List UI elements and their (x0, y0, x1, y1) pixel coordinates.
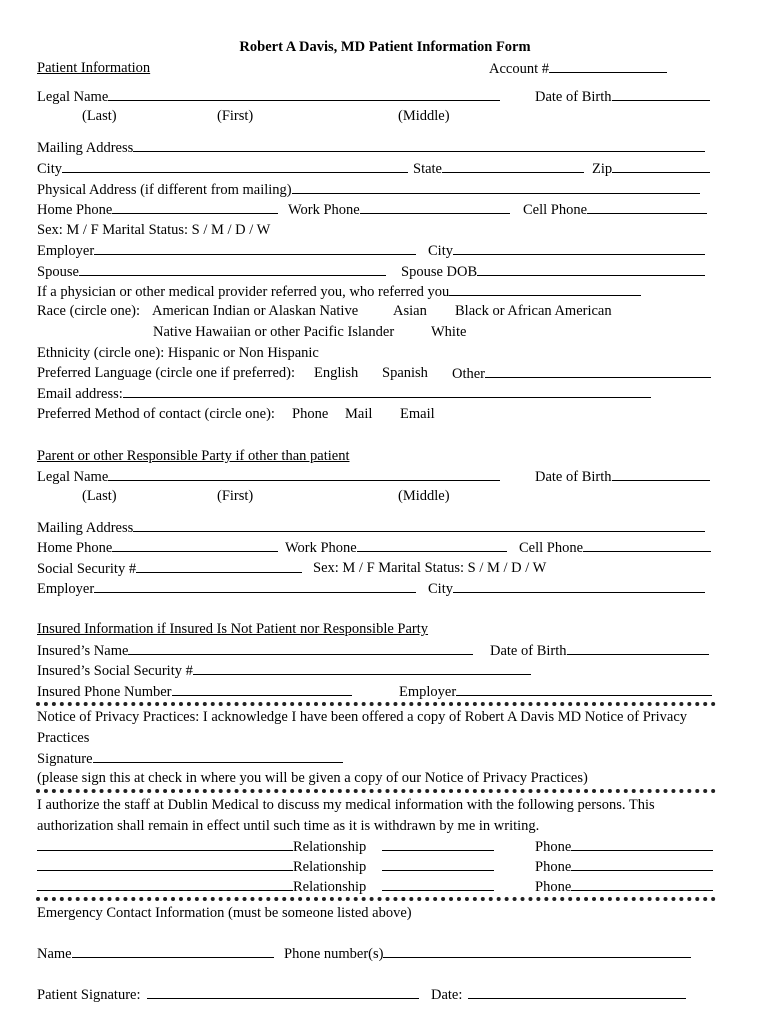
relationship-field (382, 839, 494, 855)
patient-signature-input[interactable] (147, 987, 419, 999)
insured-ssn-field (37, 663, 531, 679)
insured-employer-field (399, 684, 712, 700)
relationship-label: Relationship (293, 859, 367, 875)
insured-dob-field (490, 643, 709, 659)
cell-phone-input[interactable] (587, 202, 707, 214)
referral-field (37, 284, 641, 300)
zip-input[interactable] (612, 161, 710, 173)
mailing-address-input[interactable] (133, 140, 705, 152)
referral-label: If a physician or other medical provider referred you, who referred you (37, 284, 450, 300)
emergency-phone-field (284, 946, 691, 962)
form-title: Robert A Davis, MD Patient Information Form (239, 39, 531, 55)
privacy-notice-line1: Notice of Privacy Practices: I acknowledge I have been offered a copy of Robert A Davis MD Notice of Privacy (37, 709, 688, 725)
contact-option-phone[interactable]: Phone (292, 406, 329, 422)
account-input[interactable] (549, 61, 667, 73)
resp-mailing-address-label: Mailing Address (37, 520, 134, 536)
zip-label: Zip (592, 161, 613, 177)
last-caption: (Last) (82, 108, 117, 124)
state-input[interactable] (442, 161, 584, 173)
relationship-input[interactable] (382, 859, 494, 871)
relationship-input[interactable] (382, 839, 494, 851)
relationship-field (382, 859, 494, 875)
email-input[interactable] (123, 386, 651, 398)
authorized-phone-field (535, 879, 713, 895)
insured-name-field (37, 643, 473, 659)
emergency-phone-input[interactable] (383, 946, 691, 958)
phone-input[interactable] (571, 859, 713, 871)
relationship-label: Relationship (293, 879, 367, 895)
patient-dob-field (535, 89, 710, 105)
spouse-dob-field (401, 264, 705, 280)
resp-mailing-address-field (37, 520, 705, 536)
employer-city-input[interactable] (453, 243, 705, 255)
contact-option-email[interactable]: Email (400, 406, 435, 422)
resp-legal-name-label: Legal Name (37, 469, 109, 485)
state-field (413, 161, 584, 177)
city-label: City (37, 161, 62, 177)
employer-city-field (428, 243, 705, 259)
authorized-person-name-input[interactable] (37, 879, 293, 891)
resp-cell-phone-field (519, 540, 711, 556)
spouse-input[interactable] (79, 264, 386, 276)
authorized-person-name-input[interactable] (37, 839, 293, 851)
emergency-heading: Emergency Contact Information (must be someone listed above) (37, 905, 412, 921)
resp-legal-name-input[interactable] (108, 469, 500, 481)
date-label: Date: (431, 987, 463, 1003)
resp-home-phone-field (37, 540, 278, 556)
responsible-section-heading: Parent or other Responsible Party if other than patient (37, 448, 350, 464)
privacy-signature-input[interactable] (93, 751, 343, 763)
work-phone-input[interactable] (360, 202, 510, 214)
insured-dob-input[interactable] (567, 643, 709, 655)
resp-ssn-input[interactable] (136, 561, 302, 573)
spouse-field (37, 264, 386, 280)
authorized-person-row (37, 879, 366, 895)
resp-employer-input[interactable] (94, 581, 416, 593)
zip-field (592, 161, 710, 177)
patient-signature-field (37, 987, 419, 1003)
state-label: State (413, 161, 442, 177)
privacy-notice-line2: Practices (37, 730, 90, 746)
insured-ssn-input[interactable] (193, 663, 531, 675)
phone-input[interactable] (571, 879, 713, 891)
patient-section-heading: Patient Information (37, 60, 151, 76)
relationship-input[interactable] (382, 879, 494, 891)
race-option-american-indian[interactable]: American Indian or Alaskan Native (152, 303, 359, 319)
phone-label: Phone (535, 879, 572, 895)
insured-employer-label: Employer (399, 684, 457, 700)
resp-first-caption: (First) (217, 488, 254, 504)
authorized-phone-field (535, 859, 713, 875)
section-divider (36, 789, 716, 793)
insured-phone-field (37, 684, 352, 700)
insured-ssn-label: Insured’s Social Security # (37, 663, 193, 679)
first-caption: (First) (217, 108, 254, 124)
resp-city-field (428, 581, 705, 597)
authorized-person-row (37, 839, 366, 855)
employer-field (37, 243, 416, 259)
resp-dob-input[interactable] (612, 469, 710, 481)
resp-ssn-label: Social Security # (37, 561, 137, 577)
physical-address-field (37, 182, 700, 198)
insured-name-label: Insured’s Name (37, 643, 129, 659)
resp-legal-name-field (37, 469, 500, 485)
authorization-line1: I authorize the staff at Dublin Medical to discuss my medical information with the following persons. This (37, 797, 655, 813)
privacy-signature-field (37, 751, 343, 767)
resp-employer-label: Employer (37, 581, 95, 597)
referral-input[interactable] (449, 284, 641, 296)
resp-city-input[interactable] (453, 581, 705, 593)
spouse-dob-label: Spouse DOB (401, 264, 478, 280)
resp-home-phone-label: Home Phone (37, 540, 113, 556)
legal-name-input[interactable] (108, 89, 500, 101)
phone-label: Phone (535, 839, 572, 855)
physical-address-label: Physical Address (if different from mailing) (37, 182, 292, 198)
resp-city-label: City (428, 581, 453, 597)
resp-dob-label: Date of Birth (535, 469, 612, 485)
resp-work-phone-input[interactable] (357, 540, 507, 552)
relationship-field (382, 879, 494, 895)
email-label: Email address: (37, 386, 123, 402)
patient-signature-label: Patient Signature: (37, 987, 141, 1003)
resp-cell-phone-input[interactable] (583, 540, 711, 552)
resp-sex-marital-status: Sex: M / F Marital Status: S / M / D / W (313, 560, 547, 576)
resp-dob-field (535, 469, 710, 485)
authorized-person-name-input[interactable] (37, 859, 293, 871)
patient-legal-name-field (37, 89, 500, 105)
privacy-signature-label: Signature (37, 751, 93, 767)
home-phone-label: Home Phone (37, 202, 113, 218)
language-other-input[interactable] (485, 366, 711, 378)
race-label: Race (circle one): (37, 303, 141, 319)
insured-dob-label: Date of Birth (490, 643, 567, 659)
relationship-label: Relationship (293, 839, 367, 855)
emergency-phone-label: Phone number(s) (284, 946, 384, 962)
language-option-spanish[interactable]: Spanish (382, 365, 428, 381)
insured-name-input[interactable] (128, 643, 473, 655)
insured-section-heading: Insured Information if Insured Is Not Patient nor Responsible Party (37, 621, 429, 637)
employer-label: Employer (37, 243, 95, 259)
insured-employer-input[interactable] (456, 684, 712, 696)
authorization-line2: authorization shall remain in effect until such time as it is withdrawn by me in writing. (37, 818, 540, 834)
sex-marital-status: Sex: M / F Marital Status: S / M / D / W (37, 222, 271, 238)
language-option-other[interactable]: Other (452, 366, 486, 382)
account-field (489, 61, 667, 77)
insured-phone-label: Insured Phone Number (37, 684, 172, 700)
language-option-english[interactable]: English (314, 365, 359, 381)
account-label: Account # (489, 61, 549, 77)
cell-phone-field (523, 202, 707, 218)
emergency-name-field (37, 946, 274, 962)
section-divider (36, 702, 716, 706)
phone-input[interactable] (571, 839, 713, 851)
home-phone-input[interactable] (112, 202, 278, 214)
legal-name-label: Legal Name (37, 89, 109, 105)
section-divider (36, 897, 716, 901)
date-field (431, 987, 686, 1003)
contact-method-label: Preferred Method of contact (circle one): (37, 406, 275, 422)
resp-ssn-field (37, 561, 302, 577)
race-option-black[interactable]: Black or African American (455, 303, 612, 319)
spouse-dob-input[interactable] (477, 264, 705, 276)
resp-work-phone-label: Work Phone (285, 540, 357, 556)
work-phone-field (288, 202, 510, 218)
race-option-asian[interactable]: Asian (393, 303, 427, 319)
dob-input[interactable] (612, 89, 710, 101)
cell-phone-label: Cell Phone (523, 202, 588, 218)
city-field (37, 161, 408, 177)
race-option-pacific-islander[interactable]: Native Hawaiian or other Pacific Islander (153, 324, 395, 340)
authorized-phone-field (535, 839, 713, 855)
spouse-label: Spouse (37, 264, 79, 280)
city-input[interactable] (62, 161, 408, 173)
privacy-note: (please sign this at check in where you will be given a copy of our Notice of Privacy Practices) (37, 770, 588, 786)
authorized-person-row (37, 859, 366, 875)
language-other-field (452, 366, 711, 382)
employer-input[interactable] (94, 243, 416, 255)
insured-phone-input[interactable] (172, 684, 352, 696)
resp-mailing-address-input[interactable] (133, 520, 705, 532)
ethnicity-line[interactable]: Ethnicity (circle one): Hispanic or Non Hispanic (37, 345, 319, 361)
employer-city-label: City (428, 243, 453, 259)
middle-caption: (Middle) (398, 108, 450, 124)
dob-label: Date of Birth (535, 89, 612, 105)
resp-cell-phone-label: Cell Phone (519, 540, 584, 556)
phone-label: Phone (535, 859, 572, 875)
email-field (37, 386, 651, 402)
resp-middle-caption: (Middle) (398, 488, 450, 504)
physical-address-input[interactable] (292, 182, 700, 194)
resp-last-caption: (Last) (82, 488, 117, 504)
home-phone-field (37, 202, 278, 218)
emergency-name-input[interactable] (72, 946, 274, 958)
resp-employer-field (37, 581, 416, 597)
emergency-name-label: Name (37, 946, 72, 962)
work-phone-label: Work Phone (288, 202, 360, 218)
mailing-address-field (37, 140, 705, 156)
race-option-white[interactable]: White (431, 324, 467, 340)
language-label: Preferred Language (circle one if preferred): (37, 365, 296, 381)
contact-option-mail[interactable]: Mail (345, 406, 373, 422)
resp-work-phone-field (285, 540, 507, 556)
mailing-address-label: Mailing Address (37, 140, 134, 156)
date-input[interactable] (468, 987, 686, 999)
resp-home-phone-input[interactable] (112, 540, 278, 552)
